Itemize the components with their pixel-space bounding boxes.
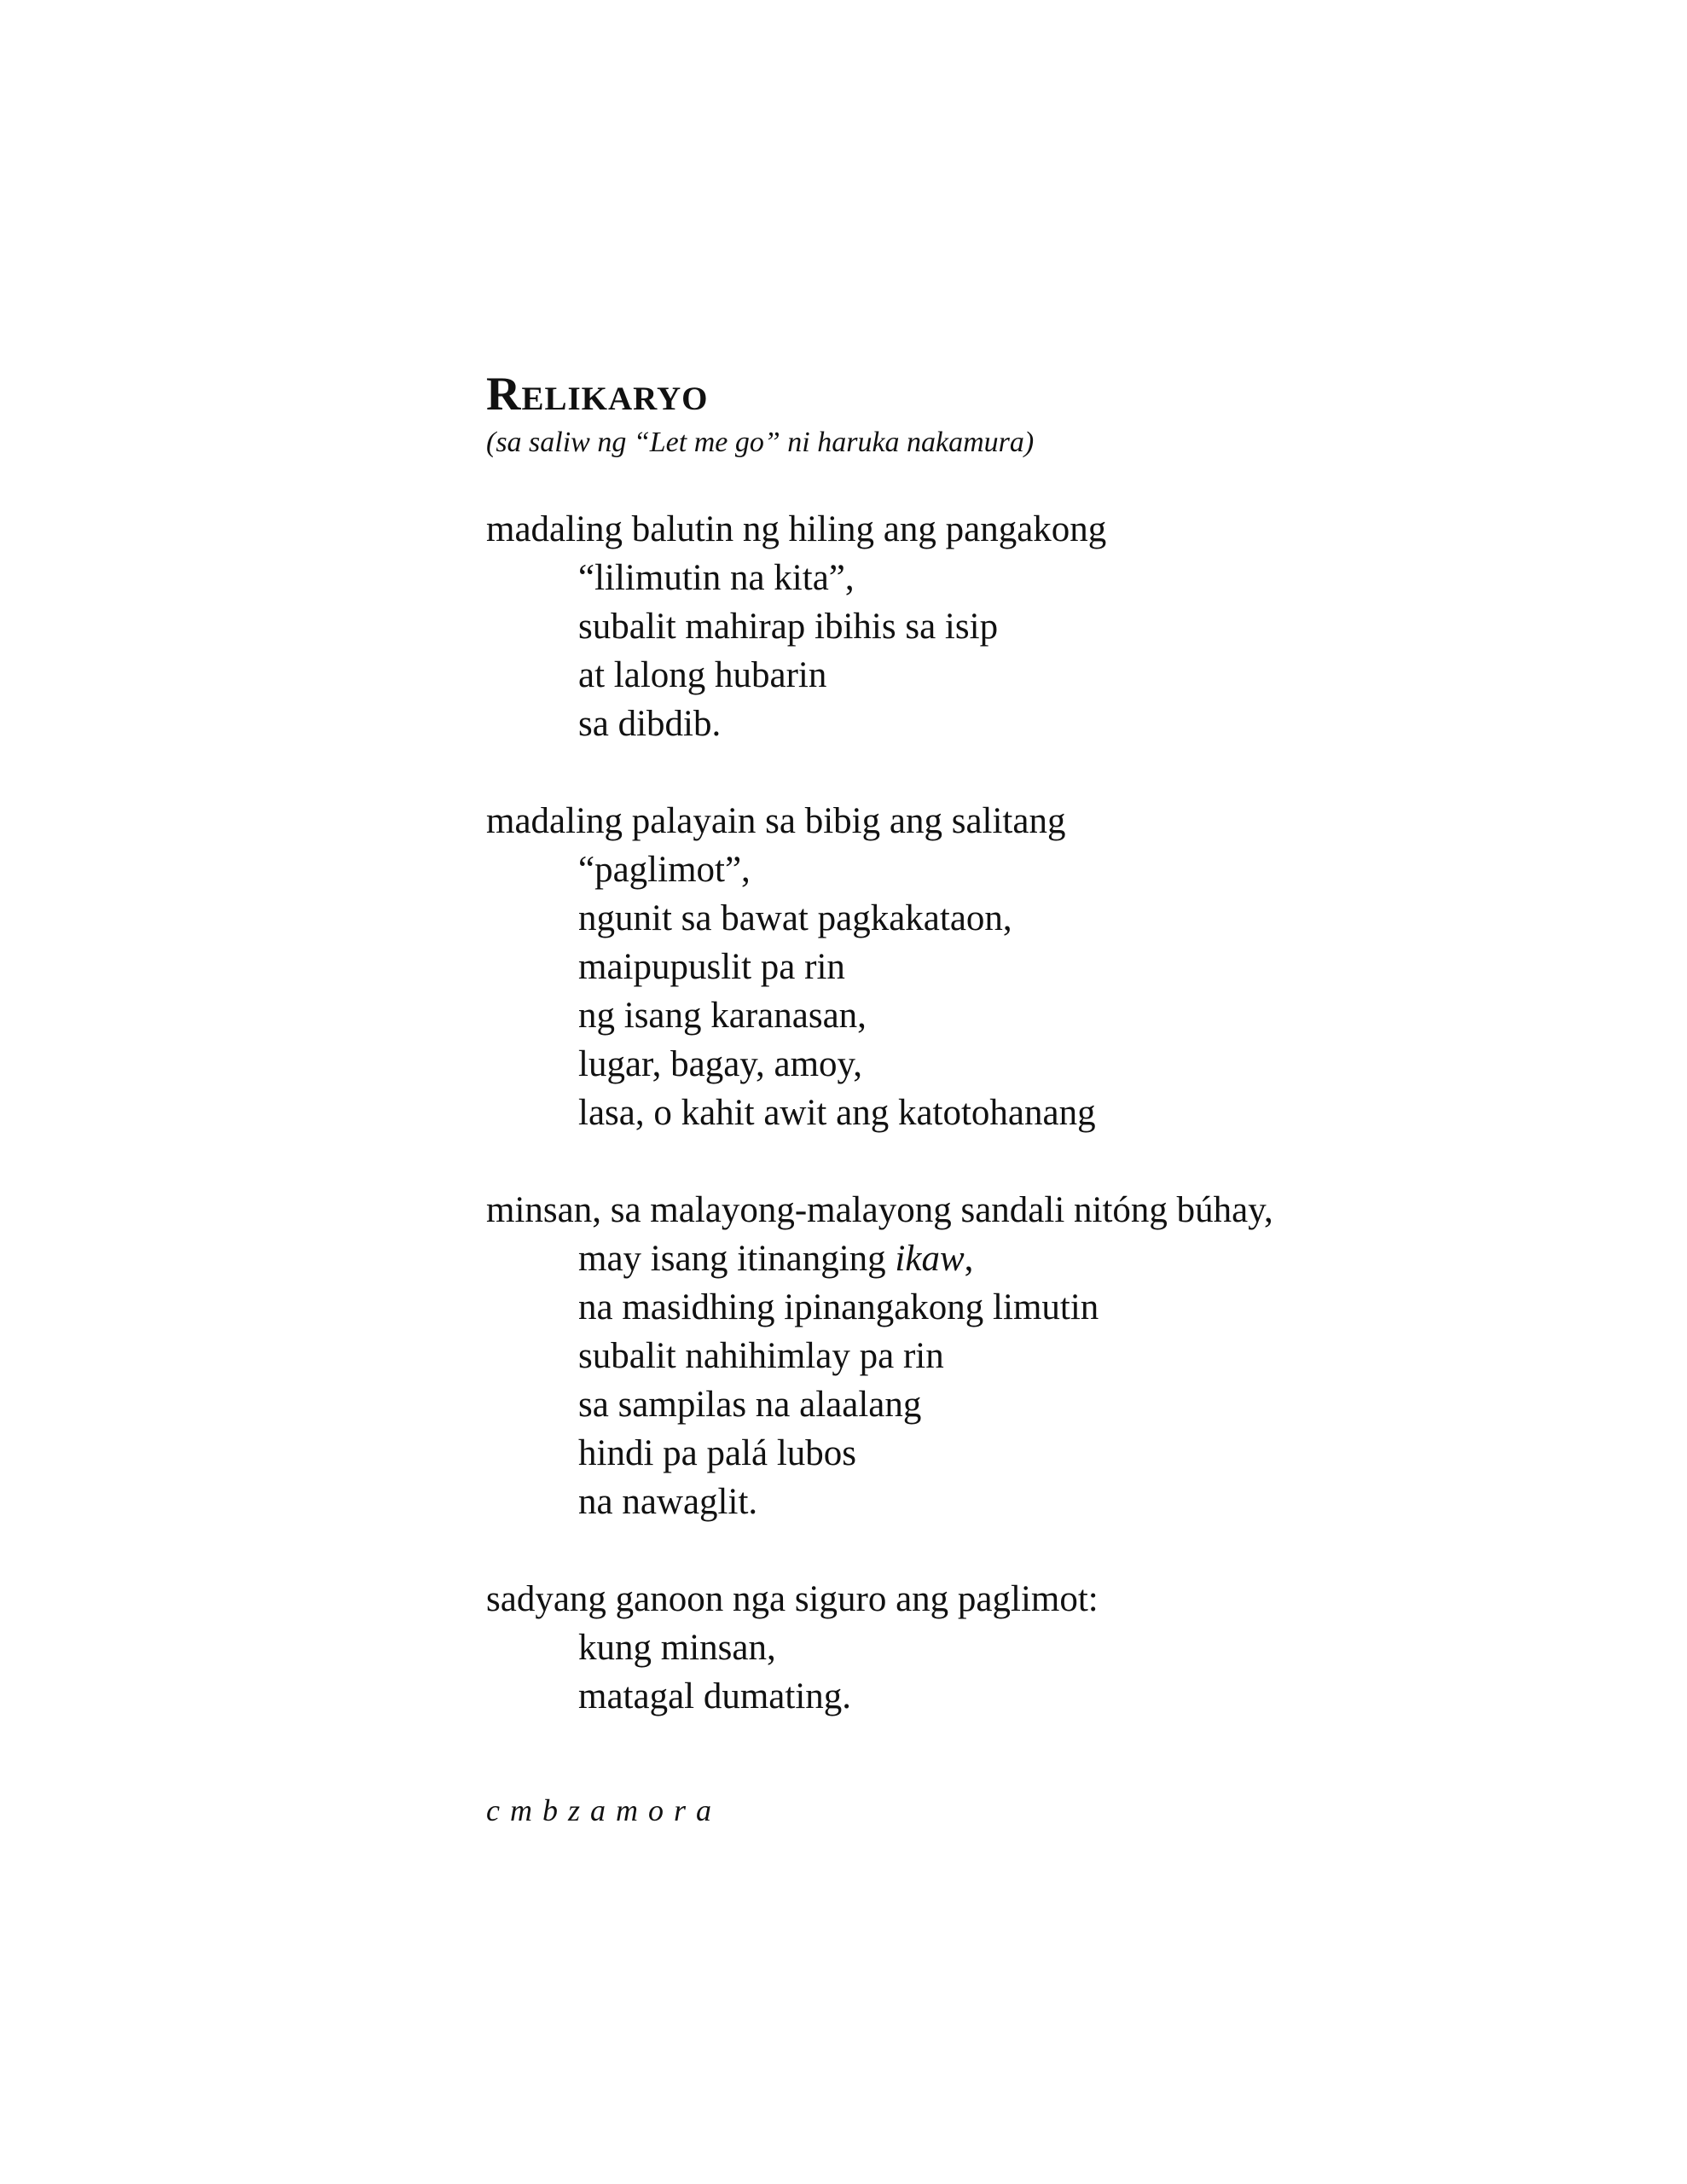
poem-page bbox=[486, 367, 1595, 1832]
stanza-2 bbox=[486, 797, 1595, 1137]
poem-title: Relikaryo bbox=[486, 368, 709, 421]
poem-subtitle: (sa saliw ng “Let me go” ni haruka nakamura) bbox=[486, 427, 1035, 458]
poem-line: lasa, o kahit awit ang katotohanang bbox=[578, 1093, 1096, 1133]
stanza-4 bbox=[486, 1575, 1595, 1721]
poem-line: na nawaglit. bbox=[578, 1482, 758, 1522]
poem-line: madaling palayain sa bibig ang salitang bbox=[486, 801, 1066, 841]
stanza-1 bbox=[486, 505, 1595, 748]
poem-line: “lilimutin na kita”, bbox=[578, 558, 855, 598]
poem-line: subalit mahirap ibihis sa isip bbox=[578, 607, 999, 647]
poem-line: lugar, bagay, amoy, bbox=[578, 1044, 862, 1084]
stanza-3 bbox=[486, 1186, 1595, 1526]
poem-line: hindi pa palá lubos bbox=[578, 1433, 857, 1473]
poem-line: na masidhing ipinangakong limutin bbox=[578, 1287, 1099, 1327]
poem-line: subalit nahihimlay pa rin bbox=[578, 1336, 944, 1376]
poem-line bbox=[486, 1234, 1595, 1283]
poem-line: sadyang ganoon nga siguro ang paglimot: bbox=[486, 1579, 1099, 1619]
poem-line: ngunit sa bawat pagkakataon, bbox=[578, 898, 1012, 938]
poem-line: kung minsan, bbox=[578, 1628, 776, 1668]
poem-line: madaling balutin ng hiling ang pangakong bbox=[486, 509, 1107, 549]
poem-line-punctuation: , bbox=[964, 1239, 974, 1279]
emphasized-word: ikaw bbox=[895, 1239, 965, 1279]
poem-line: matagal dumating. bbox=[578, 1676, 852, 1716]
poem-line: maipupuslit pa rin bbox=[578, 947, 845, 987]
author-signature: cmbzamora bbox=[486, 1793, 722, 1827]
poem-line: minsan, sa malayong-malayong sandali nitóng búhay, bbox=[486, 1190, 1273, 1230]
poem-body bbox=[486, 505, 1595, 1721]
poem-line: sa dibdib. bbox=[578, 704, 722, 744]
poem-line: sa sampilas na alaalang bbox=[578, 1385, 922, 1425]
poem-line-text: may isang itinanging bbox=[578, 1239, 896, 1279]
poem-line: “paglimot”, bbox=[578, 850, 751, 890]
poem-line: ng isang karanasan, bbox=[578, 996, 867, 1036]
poem-line: at lalong hubarin bbox=[578, 655, 827, 695]
